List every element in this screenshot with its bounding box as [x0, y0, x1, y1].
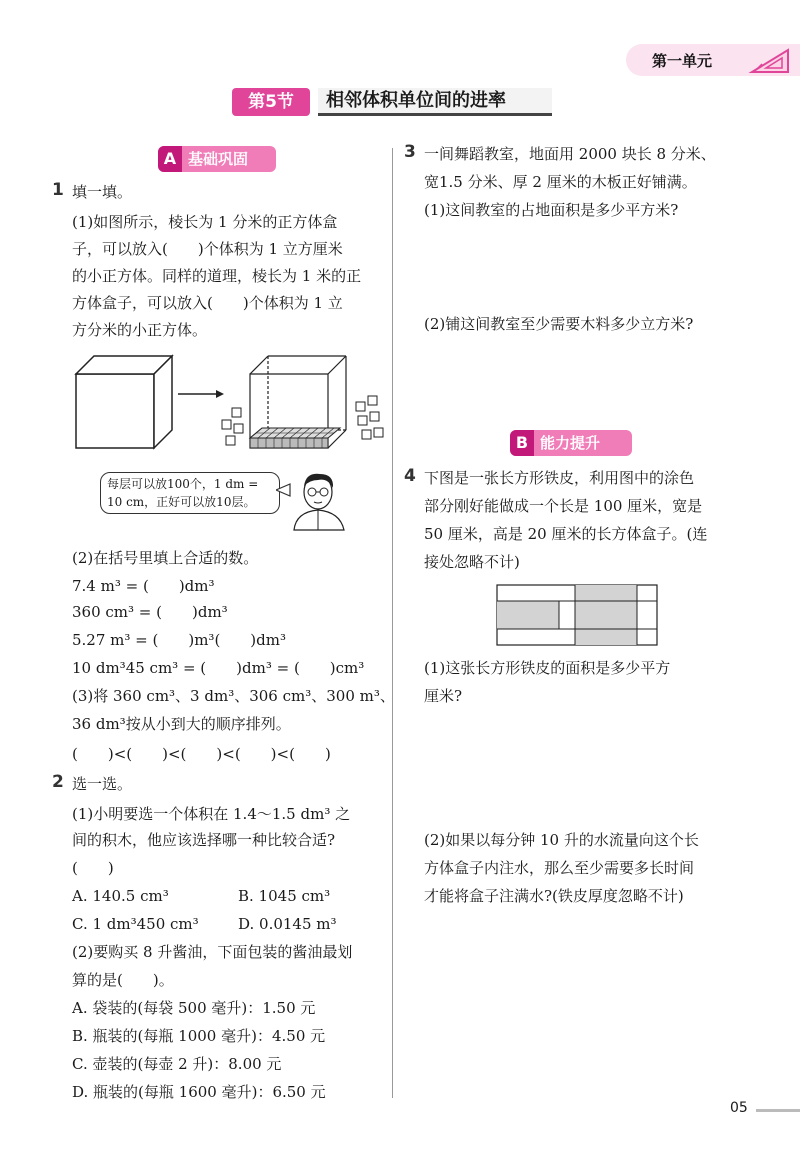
page-number: 05 [730, 1100, 748, 1116]
q1-p3-line2: 36 dm³按从小到大的顺序排列。 [72, 715, 291, 733]
speech-bubble: 每层可以放100个，1 dm = 10 cm，正好可以放10层。 [100, 472, 280, 514]
q4-sub1-line: 厘米? [424, 687, 463, 705]
cube-illustration [70, 350, 390, 460]
q1-conversion-1: 7.4 m³ = ( )dm³ [72, 577, 215, 595]
unit-tab [626, 44, 800, 76]
q3-line: 一间舞蹈教室，地面用 2000 块长 8 分米、 [424, 145, 716, 163]
q3-number: 3 [404, 142, 416, 162]
part-a-letter: A [158, 146, 182, 172]
q4-line: 部分刚好能做成一个长是 100 厘米，宽是 [424, 497, 703, 515]
section-title: 相邻体积单位间的进率 [318, 88, 552, 116]
shaded-region [575, 585, 637, 601]
q1-conversion-3: 5.27 m³ = ( )m³( )dm³ [72, 631, 286, 649]
q1-p1-line: 方分米的小正方体。 [72, 321, 208, 339]
q4-line: 50 厘米，高是 20 厘米的长方体盒子。(连 [424, 525, 708, 543]
unit-label: 第一单元 [652, 52, 713, 70]
q1-p1-line: 方体盒子，可以放入( )个体积为 1 立 [72, 294, 343, 312]
q2-option-b: B. 1045 cm³ [238, 887, 331, 905]
iron-sheet-diagram [496, 584, 658, 646]
shaded-region [497, 601, 559, 629]
q2-p2-line: 算的是( )。 [72, 971, 174, 989]
q2-number: 2 [52, 772, 64, 792]
part-a-title: 基础巩固 [188, 150, 249, 168]
q2-option-c: C. 1 dm³450 cm³ [72, 915, 199, 933]
shaded-region [575, 629, 637, 645]
q3-line: 宽1.5 分米、厚 2 厘米的木板正好铺满。 [424, 173, 697, 191]
q1-conversion-2: 360 cm³ = ( )dm³ [72, 603, 228, 621]
q1-stem: 填一填。 [72, 183, 133, 201]
solid-cube [76, 356, 172, 448]
q4-line: 接处忽略不计) [424, 553, 520, 571]
q1-conversion-4: 10 dm³45 cm³ = ( )dm³ = ( )cm³ [72, 659, 365, 677]
q1-p1-line: 的小正方体。同样的道理，棱长为 1 米的正 [72, 267, 362, 285]
q2-p1-line: (1)小明要选一个体积在 1.4～1.5 dm³ 之 [72, 805, 351, 823]
q2-p2-option: B. 瓶装的(每瓶 1000 毫升)：4.50 元 [72, 1027, 326, 1045]
q2-p1-line: 间的积木，他应该选择哪一种比较合适? [72, 831, 336, 849]
part-b-title: 能力提升 [540, 434, 601, 452]
page-rule [756, 1109, 800, 1112]
q2-p1-line: ( ) [72, 859, 114, 877]
part-b-badge [510, 430, 632, 456]
column-divider [392, 148, 393, 1098]
part-a-badge [158, 146, 276, 172]
triangle-ruler-icon [748, 46, 792, 74]
shaded-region [575, 601, 637, 629]
q4-sub1-line: (1)这张长方形铁皮的面积是多少平方 [424, 659, 671, 677]
q4-line: 下图是一张长方形铁皮，利用图中的涂色 [424, 469, 695, 487]
arrow-icon [178, 390, 224, 398]
q4-sub2-line: 方体盒子内注水，那么至少需要多长时间 [424, 859, 695, 877]
q2-p2-option: D. 瓶装的(每瓶 1600 毫升)：6.50 元 [72, 1083, 326, 1101]
q4-number: 4 [404, 466, 416, 486]
q4-sub2-line: (2)如果以每分钟 10 升的水流量向这个长 [424, 831, 699, 849]
q2-option-a: A. 140.5 cm³ [72, 887, 169, 905]
q2-p2-option: C. 壶装的(每壶 2 升)：8.00 元 [72, 1055, 282, 1073]
q1-p3-line1: (3)将 360 cm³、3 dm³、306 cm³、300 m³、 [72, 687, 395, 705]
q1-number: 1 [52, 180, 64, 200]
teacher-avatar [276, 470, 356, 532]
q1-p1-line: (1)如图所示，棱长为 1 分米的正方体盒 [72, 213, 338, 231]
q1-p1-line: 子，可以放入( )个体积为 1 立方厘米 [72, 240, 343, 258]
q2-stem: 选一选。 [72, 775, 133, 793]
cube-grid-layer [250, 428, 340, 448]
q2-option-d: D. 0.0145 m³ [238, 915, 337, 933]
part-b-letter: B [510, 430, 534, 456]
q2-p2-line: (2)要购买 8 升酱油，下面包装的酱油最划 [72, 943, 353, 961]
q1-order-row: ( )<( )<( )<( )<( ) [72, 745, 331, 763]
q3-sub1: (1)这间教室的占地面积是多少平方米? [424, 201, 679, 219]
section-badge: 第5节 [232, 88, 310, 116]
q1-p2-label: (2)在括号里填上合适的数。 [72, 549, 259, 567]
q2-p2-option: A. 袋装的(每袋 500 毫升)：1.50 元 [72, 999, 316, 1017]
q3-sub2: (2)铺这间教室至少需要木料多少立方米? [424, 315, 694, 333]
q4-sub2-line: 才能将盒子注满水?(铁皮厚度忽略不计) [424, 887, 684, 905]
